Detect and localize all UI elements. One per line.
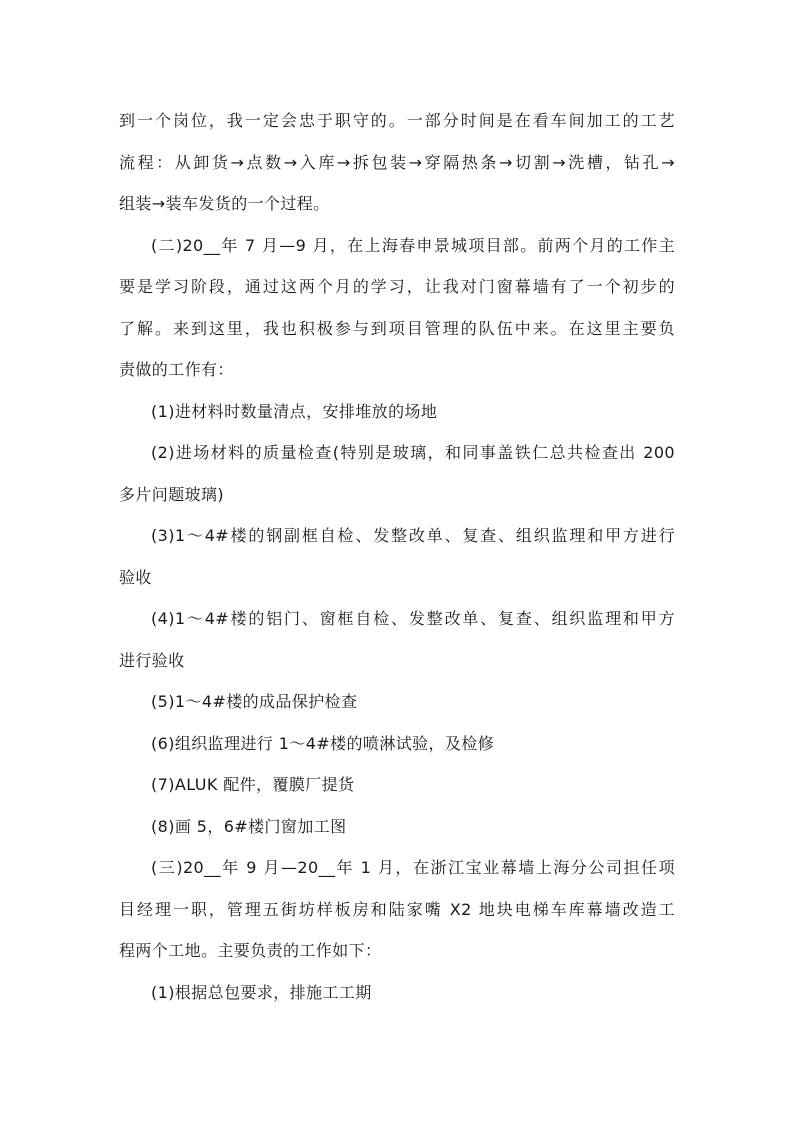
text-line-content: (2)进场材料的质量检查(特别是玻璃，和同事盖铁仁总共检查出 200 bbox=[151, 443, 675, 462]
document-body bbox=[119, 100, 675, 1013]
text-line-content: (1)根据总包要求，排施工工期 bbox=[151, 982, 372, 1002]
text-line bbox=[119, 432, 675, 474]
text-line-content: (二)20__年 7 月—9 月，在上海春申景城项目部。前两个月的工作主 bbox=[151, 235, 675, 255]
text-line-content: 多片问题玻璃) bbox=[119, 484, 225, 504]
text-line-content: (8)画 5，6#楼门窗加工图 bbox=[151, 816, 347, 836]
text-line bbox=[119, 972, 675, 1014]
text-line bbox=[119, 100, 675, 142]
text-line bbox=[119, 142, 675, 184]
text-line bbox=[119, 847, 675, 889]
text-line-content: 责做的工作有： bbox=[119, 360, 234, 379]
text-line bbox=[119, 598, 675, 640]
text-line bbox=[119, 266, 675, 308]
text-line-content: 进行验收 bbox=[119, 650, 185, 670]
text-line-content: (三)20__年 9 月—20__年 1 月，在浙江宝业幕墙上海分公司担任项 bbox=[151, 858, 675, 877]
text-line bbox=[119, 681, 675, 723]
text-line-content: 组装→装车发货的一个过程。 bbox=[119, 194, 330, 213]
text-line bbox=[119, 889, 675, 931]
text-line-content: (5)1～4#楼的成品保护检查 bbox=[151, 692, 358, 711]
text-line bbox=[119, 349, 675, 391]
text-line bbox=[119, 640, 675, 682]
text-line-content: (3)1～4#楼的钢副框自检、发整改单、复查、组织监理和甲方进行 bbox=[151, 526, 675, 545]
text-line-content: 程两个工地。主要负责的工作如下： bbox=[119, 941, 382, 960]
text-line bbox=[119, 723, 675, 765]
text-line bbox=[119, 225, 675, 267]
text-line bbox=[119, 806, 675, 848]
text-line-content: 了解。来到这里，我也积极参与到项目管理的队伍中来。在这里主要负 bbox=[119, 318, 675, 338]
text-line-content: (6)组织监理进行 1～4#楼的喷淋试验，及检修 bbox=[151, 733, 495, 753]
text-line-content: 验收 bbox=[119, 567, 152, 587]
text-line bbox=[119, 183, 675, 225]
text-line-content: (1)进材料时数量清点，安排堆放的场地 bbox=[151, 401, 438, 421]
text-line-content: 要是学习阶段，通过这两个月的学习，让我对门窗幕墙有了一个初步的 bbox=[119, 277, 675, 296]
text-line bbox=[119, 930, 675, 972]
text-line bbox=[119, 474, 675, 516]
text-line-content: 到一个岗位，我一定会忠于职守的。一部分时间是在看车间加工的工艺 bbox=[119, 111, 675, 130]
text-line bbox=[119, 391, 675, 433]
text-line-content: 目经理一职，管理五街坊样板房和陆家嘴 X2 地块电梯车库幕墙改造工 bbox=[119, 899, 675, 919]
text-line bbox=[119, 515, 675, 557]
text-line-content: (7)ALUK 配件，覆膜厂提货 bbox=[151, 775, 355, 794]
text-line bbox=[119, 764, 675, 806]
text-line bbox=[119, 557, 675, 599]
text-line-content: 流程：从卸货→点数→入库→拆包装→穿隔热条→切割→洗槽，钻孔→ bbox=[119, 152, 675, 172]
text-line bbox=[119, 308, 675, 350]
text-line-content: (4)1～4#楼的铝门、窗框自检、发整改单、复查、组织监理和甲方 bbox=[151, 609, 675, 628]
